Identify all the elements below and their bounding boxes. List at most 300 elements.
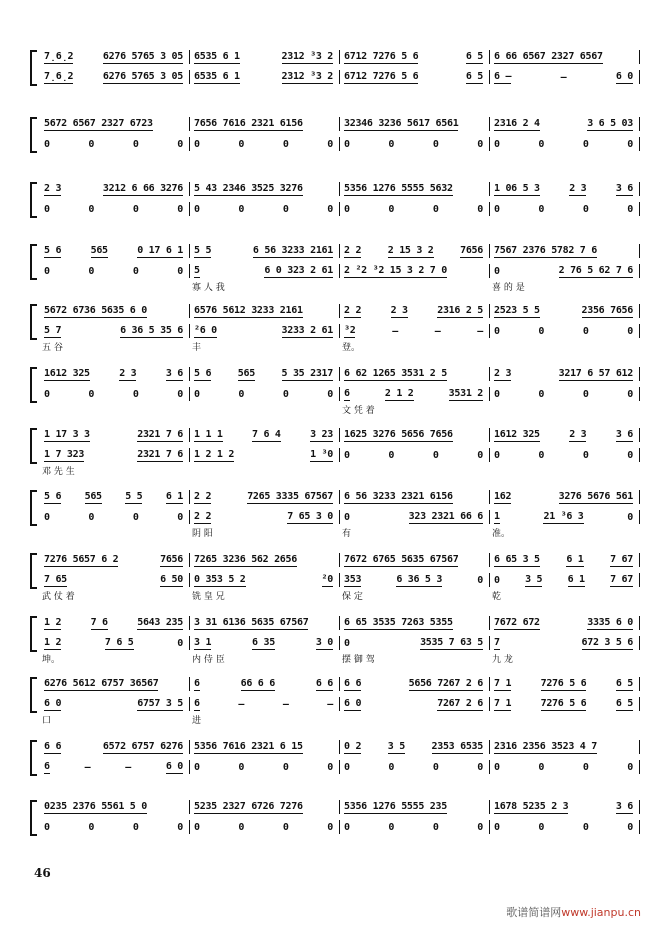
- note-group: 2 3: [569, 183, 587, 194]
- note-group: 0: [477, 822, 483, 833]
- note-group: 3 6: [615, 429, 633, 440]
- note-group: 6276 5765 3 05: [102, 51, 183, 62]
- note-group: 6535 6 1: [194, 51, 240, 62]
- measure: [340, 244, 490, 258]
- measure: [490, 117, 640, 131]
- note-group: 2316 2356 3523 4 7: [494, 741, 597, 752]
- note-group: 0: [282, 389, 289, 400]
- note-group: 0: [177, 139, 183, 150]
- note-group: 7672 672: [494, 617, 540, 628]
- note-group: 7656: [460, 245, 483, 256]
- measure: [340, 70, 490, 84]
- measure: [490, 387, 640, 401]
- measure: [40, 616, 190, 630]
- lyrics-row: [40, 652, 640, 664]
- note-group: 1 2: [44, 637, 62, 648]
- note-group: 7 6: [90, 617, 108, 628]
- score-system: [30, 117, 640, 153]
- note-group: 0: [432, 822, 439, 833]
- note-group: 7 65: [44, 574, 67, 585]
- measure: [490, 70, 640, 84]
- note-group: 0: [344, 822, 350, 833]
- note-group: 6 36 5 35 6: [120, 325, 183, 336]
- note-group: 0: [494, 326, 500, 337]
- measure: [190, 244, 340, 258]
- measure: [490, 820, 640, 834]
- note-group: 3335 6 0: [587, 617, 633, 628]
- note-group: 0: [538, 762, 545, 773]
- note-group: 6: [194, 678, 200, 689]
- note-group: —: [560, 72, 567, 83]
- lyric-text: 准。: [492, 529, 511, 539]
- note-group: 2 3: [569, 429, 587, 440]
- note-group: 6: [194, 698, 200, 709]
- note-group: 0: [344, 762, 350, 773]
- measure: [40, 137, 190, 151]
- lyric-text: 九 龙: [492, 655, 513, 665]
- lyrics-row: [40, 403, 640, 415]
- measure: [40, 70, 190, 84]
- measure: [340, 117, 490, 131]
- measure: [340, 264, 490, 278]
- note-group: 565: [84, 491, 102, 502]
- lyric-text: 丰: [192, 343, 202, 353]
- note-group: 0: [494, 266, 500, 277]
- note-group: 0: [627, 822, 633, 833]
- note-group: 2316 2 4: [494, 118, 540, 129]
- note-group: 7̣6̣2: [44, 71, 74, 82]
- lyric-text: 邓 先 生: [42, 467, 75, 477]
- note-group: 162: [494, 491, 512, 502]
- note-group: 0: [388, 139, 395, 150]
- lyrics-row: [40, 280, 640, 292]
- lower-staff-row: [40, 202, 640, 216]
- measure: [40, 387, 190, 401]
- note-group: 7656 7616 2321 6156: [194, 118, 303, 129]
- measure: [40, 304, 190, 318]
- note-group: 0: [627, 450, 633, 461]
- score-system: [30, 244, 640, 293]
- note-group: 0: [194, 139, 200, 150]
- note-group: 2321 7 6: [137, 429, 183, 440]
- note-group: 0: [327, 762, 333, 773]
- note-group: 0: [88, 139, 95, 150]
- note-group: 6 50: [160, 574, 183, 585]
- note-group: 0: [582, 389, 589, 400]
- note-group: 0: [344, 139, 350, 150]
- note-group: 0: [582, 450, 589, 461]
- note-group: 0: [477, 139, 483, 150]
- measure: [190, 70, 340, 84]
- measure: [340, 448, 490, 462]
- note-group: 7265 3335 67567: [247, 491, 333, 502]
- measure: [40, 760, 190, 774]
- note-group: 0: [538, 450, 545, 461]
- measure: [490, 304, 640, 318]
- note-group: 0: [282, 762, 289, 773]
- system-bracket: [30, 244, 37, 280]
- note-group: 6: [344, 388, 350, 399]
- note-group: 0: [627, 762, 633, 773]
- lyric-text: 喜 的 是: [492, 283, 525, 293]
- note-group: 0: [538, 326, 545, 337]
- note-group: 2356 7656: [581, 305, 633, 316]
- note-group: 0: [327, 139, 333, 150]
- measure: [340, 636, 490, 650]
- note-group: 7 6 4: [252, 429, 281, 440]
- score-system: [30, 616, 640, 665]
- lower-staff-row: [40, 448, 640, 462]
- note-group: 3 23: [310, 429, 333, 440]
- note-group: 3212 6 66 3276: [102, 183, 183, 194]
- note-group: 1 2: [44, 617, 62, 628]
- note-group: 0: [627, 389, 633, 400]
- note-group: 0: [538, 139, 545, 150]
- note-group: 7672 6765 5635 67567: [344, 554, 459, 565]
- note-group: 6 0: [44, 698, 62, 709]
- note-group: 0: [238, 762, 245, 773]
- note-group: 0: [582, 139, 589, 150]
- note-group: 0: [177, 512, 183, 523]
- note-group: 5 6: [194, 368, 212, 379]
- note-group: 5643 235: [137, 617, 183, 628]
- note-group: 6 5: [615, 678, 633, 689]
- measure: [40, 636, 190, 650]
- upper-staff-row: [40, 616, 640, 630]
- lyric-text: 阴 阳: [192, 529, 213, 539]
- note-group: 2 ²2 ³2 15 3 2 7 0: [344, 265, 447, 276]
- note-group: 0: [44, 204, 50, 215]
- note-group: 0: [538, 389, 545, 400]
- measure: [490, 202, 640, 216]
- note-group: 6 66 6567 2327 6567: [494, 51, 603, 62]
- note-group: 0: [627, 326, 633, 337]
- system-bracket: [30, 50, 37, 86]
- note-group: ³2: [344, 325, 356, 336]
- measure: [340, 490, 490, 504]
- note-group: 6 36 5 3: [396, 574, 443, 585]
- note-group: 3233 2 61: [281, 325, 333, 336]
- lower-staff-row: [40, 264, 640, 278]
- note-group: 6 0: [165, 761, 183, 772]
- note-group: —: [327, 699, 333, 710]
- measure: [340, 800, 490, 814]
- note-group: 7̣6̣2: [44, 51, 74, 62]
- measure: [190, 324, 340, 338]
- note-group: 5 6: [44, 245, 62, 256]
- measure: [490, 740, 640, 754]
- note-group: 1612 325: [494, 429, 540, 440]
- note-group: 2 3: [44, 183, 62, 194]
- note-group: —: [238, 699, 245, 710]
- measure: [490, 367, 640, 381]
- note-group: 6 0 323 2 61: [264, 265, 333, 276]
- note-group: 672 3 5 6: [581, 637, 633, 648]
- note-group: 6576 5612 3233 2161: [194, 305, 303, 316]
- note-group: 0: [282, 822, 289, 833]
- note-group: 0: [177, 822, 183, 833]
- note-group: ²0: [321, 574, 333, 585]
- measure: [40, 490, 190, 504]
- note-group: 32346 3236 5617 6561: [344, 118, 459, 129]
- note-group: 5 5: [125, 491, 143, 502]
- measure: [190, 677, 340, 691]
- measure: [490, 677, 640, 691]
- note-group: 6 35: [252, 637, 275, 648]
- upper-staff-row: [40, 367, 640, 381]
- lower-staff-row: [40, 137, 640, 151]
- measure: [190, 800, 340, 814]
- note-group: 0: [88, 389, 95, 400]
- note-group: 5672 6736 5635 6 0: [44, 305, 147, 316]
- upper-staff-row: [40, 244, 640, 258]
- note-group: 0: [132, 204, 139, 215]
- measure: [340, 182, 490, 196]
- measure: [190, 137, 340, 151]
- note-group: 0: [494, 822, 500, 833]
- note-group: 3535 7 63 5: [420, 637, 483, 648]
- lyric-text: 寡 人 我: [192, 283, 225, 293]
- note-group: 3 1: [194, 637, 212, 648]
- measure: [190, 367, 340, 381]
- note-group: 0: [177, 389, 183, 400]
- measure: [490, 182, 640, 196]
- note-group: 7276 5657 6 2: [44, 554, 119, 565]
- lower-staff-row: [40, 387, 640, 401]
- measure: [490, 800, 640, 814]
- system-bracket: [30, 800, 37, 836]
- note-group: 0: [582, 204, 589, 215]
- upper-staff-row: [40, 304, 640, 318]
- score-system: [30, 428, 640, 477]
- note-group: 7567 2376 5782 7 6: [494, 245, 597, 256]
- note-group: 0: [88, 822, 95, 833]
- measure: [190, 264, 340, 278]
- measure: [340, 573, 490, 587]
- measure: [190, 510, 340, 524]
- note-group: 3 6: [615, 801, 633, 812]
- note-group: 6276 5765 3 05: [102, 71, 183, 82]
- watermark-url: www.jianpu.cn: [561, 906, 641, 919]
- note-group: 7 1: [494, 678, 512, 689]
- note-group: 6572 6757 6276: [102, 741, 183, 752]
- score-system: [30, 490, 640, 539]
- lower-staff-row: [40, 324, 640, 338]
- note-group: 0: [388, 822, 395, 833]
- measure: [40, 428, 190, 442]
- measure: [40, 324, 190, 338]
- note-group: 5 7: [44, 325, 62, 336]
- note-group: 0: [388, 450, 395, 461]
- note-group: 21 ³6 3: [543, 511, 584, 522]
- measure: [340, 697, 490, 711]
- watermark: [506, 904, 641, 920]
- note-group: 3 6: [165, 368, 183, 379]
- measure: [40, 740, 190, 754]
- note-group: 3 6 5 03: [587, 118, 633, 129]
- lyric-text: 内 侍 臣: [192, 655, 225, 665]
- measure: [190, 202, 340, 216]
- note-group: 2 3: [494, 368, 512, 379]
- measure: [490, 697, 640, 711]
- note-group: 2 3: [119, 368, 137, 379]
- score-system: [30, 182, 640, 218]
- note-group: —: [477, 326, 483, 337]
- lower-staff-row: [40, 573, 640, 587]
- note-group: 565: [237, 368, 255, 379]
- note-group: —: [84, 762, 91, 773]
- lower-staff-row: [40, 70, 640, 84]
- lyric-text: 文 凭 着: [342, 406, 375, 416]
- note-group: 6 5: [465, 71, 483, 82]
- note-group: 1: [494, 511, 500, 522]
- note-group: 0: [477, 450, 483, 461]
- note-group: 0: [388, 204, 395, 215]
- note-group: 5235 2327 6726 7276: [194, 801, 303, 812]
- measure: [490, 264, 640, 278]
- note-group: 3 5: [525, 574, 543, 585]
- note-group: 0: [388, 762, 395, 773]
- lower-staff-row: [40, 760, 640, 774]
- upper-staff-row: [40, 490, 640, 504]
- lyric-text: 坤。: [42, 655, 61, 665]
- note-group: 2 76 5 62 7 6: [558, 265, 633, 276]
- note-group: 2 2: [344, 305, 362, 316]
- measure: [340, 50, 490, 64]
- note-group: 2 2: [194, 511, 212, 522]
- note-group: 0: [238, 389, 245, 400]
- note-group: 7656: [160, 554, 183, 565]
- note-group: 7276 5 6: [540, 698, 587, 709]
- note-group: ²6 0: [194, 325, 217, 336]
- note-group: 1 17 3 3: [44, 429, 90, 440]
- measure: [40, 182, 190, 196]
- note-group: 0: [494, 762, 500, 773]
- note-group: 1 1 1: [194, 429, 223, 440]
- note-group: —: [125, 762, 131, 773]
- note-group: 0: [44, 266, 50, 277]
- note-group: 66 6 6: [240, 678, 275, 689]
- note-group: 5356 1276 5555 235: [344, 801, 447, 812]
- measure: [40, 244, 190, 258]
- note-group: 0: [132, 512, 139, 523]
- note-group: 3 6: [615, 183, 633, 194]
- note-group: 0: [494, 204, 500, 215]
- note-group: 6 1: [165, 491, 183, 502]
- measure: [490, 50, 640, 64]
- note-group: 6535 6 1: [194, 71, 240, 82]
- note-group: 0: [132, 389, 139, 400]
- measure: [40, 573, 190, 587]
- lower-staff-row: [40, 820, 640, 834]
- note-group: 0: [44, 139, 50, 150]
- note-group: 7: [494, 637, 500, 648]
- note-group: 0 17 6 1: [137, 245, 183, 256]
- measure: [40, 800, 190, 814]
- note-group: 2523 5 5: [494, 305, 540, 316]
- note-group: —: [434, 326, 441, 337]
- note-group: 2 3: [390, 305, 408, 316]
- upper-staff-row: [40, 553, 640, 567]
- system-bracket: [30, 304, 37, 340]
- lyric-text: 武 仗 着: [42, 592, 75, 602]
- note-group: 6 —: [494, 71, 512, 82]
- note-group: 0: [44, 389, 50, 400]
- note-group: 3531 2: [448, 388, 483, 399]
- system-bracket: [30, 490, 37, 526]
- note-group: 5672 6567 2327 6723: [44, 118, 153, 129]
- score-system: [30, 553, 640, 602]
- note-group: 6 6: [315, 678, 333, 689]
- upper-staff-row: [40, 428, 640, 442]
- lower-staff-row: [40, 697, 640, 711]
- note-group: 0: [494, 389, 500, 400]
- measure: [490, 616, 640, 630]
- note-group: 0: [538, 822, 545, 833]
- measure: [190, 636, 340, 650]
- note-group: 1 06 5 3: [494, 183, 540, 194]
- upper-staff-row: [40, 800, 640, 814]
- note-group: —: [392, 326, 398, 337]
- score-system: [30, 304, 640, 353]
- measure: [40, 367, 190, 381]
- note-group: 6 1: [566, 554, 584, 565]
- note-group: 0235 2376 5561 5 0: [44, 801, 147, 812]
- note-group: 1625 3276 5656 7656: [344, 429, 453, 440]
- note-group: —: [282, 699, 289, 710]
- note-group: 0: [177, 638, 183, 649]
- measure: [340, 202, 490, 216]
- measure: [40, 697, 190, 711]
- note-group: 1612 325: [44, 368, 90, 379]
- note-group: 0: [44, 512, 50, 523]
- note-group: 7 1: [494, 698, 512, 709]
- system-bracket: [30, 428, 37, 464]
- measure: [340, 740, 490, 754]
- note-group: 6 1: [567, 574, 585, 585]
- note-group: 0: [194, 389, 200, 400]
- note-group: 0: [477, 575, 483, 586]
- note-group: 0: [238, 822, 245, 833]
- system-bracket: [30, 367, 37, 403]
- score-system: [30, 50, 640, 86]
- page-number: 46: [34, 866, 51, 880]
- watermark-text: 歌谱简谱网: [506, 906, 562, 919]
- note-group: 7 67: [610, 574, 633, 585]
- note-group: 0: [88, 266, 95, 277]
- note-group: 6712 7276 5 6: [344, 71, 419, 82]
- note-group: 0: [582, 762, 589, 773]
- lyrics-row: [40, 526, 640, 538]
- upper-staff-row: [40, 50, 640, 64]
- measure: [490, 510, 640, 524]
- note-group: 0: [282, 204, 289, 215]
- note-group: 2316 2 5: [437, 305, 483, 316]
- system-bracket: [30, 740, 37, 776]
- note-group: 0: [627, 139, 633, 150]
- lyric-text: 进: [192, 716, 202, 726]
- measure: [40, 448, 190, 462]
- note-group: 2353 6535: [431, 741, 483, 752]
- note-group: 0: [494, 139, 500, 150]
- note-group: 7 6 5: [104, 637, 134, 648]
- note-group: 1 ³0: [310, 449, 333, 460]
- upper-staff-row: [40, 117, 640, 131]
- note-group: 0: [494, 450, 500, 461]
- note-group: 0: [177, 266, 183, 277]
- measure: [340, 367, 490, 381]
- measure: [40, 553, 190, 567]
